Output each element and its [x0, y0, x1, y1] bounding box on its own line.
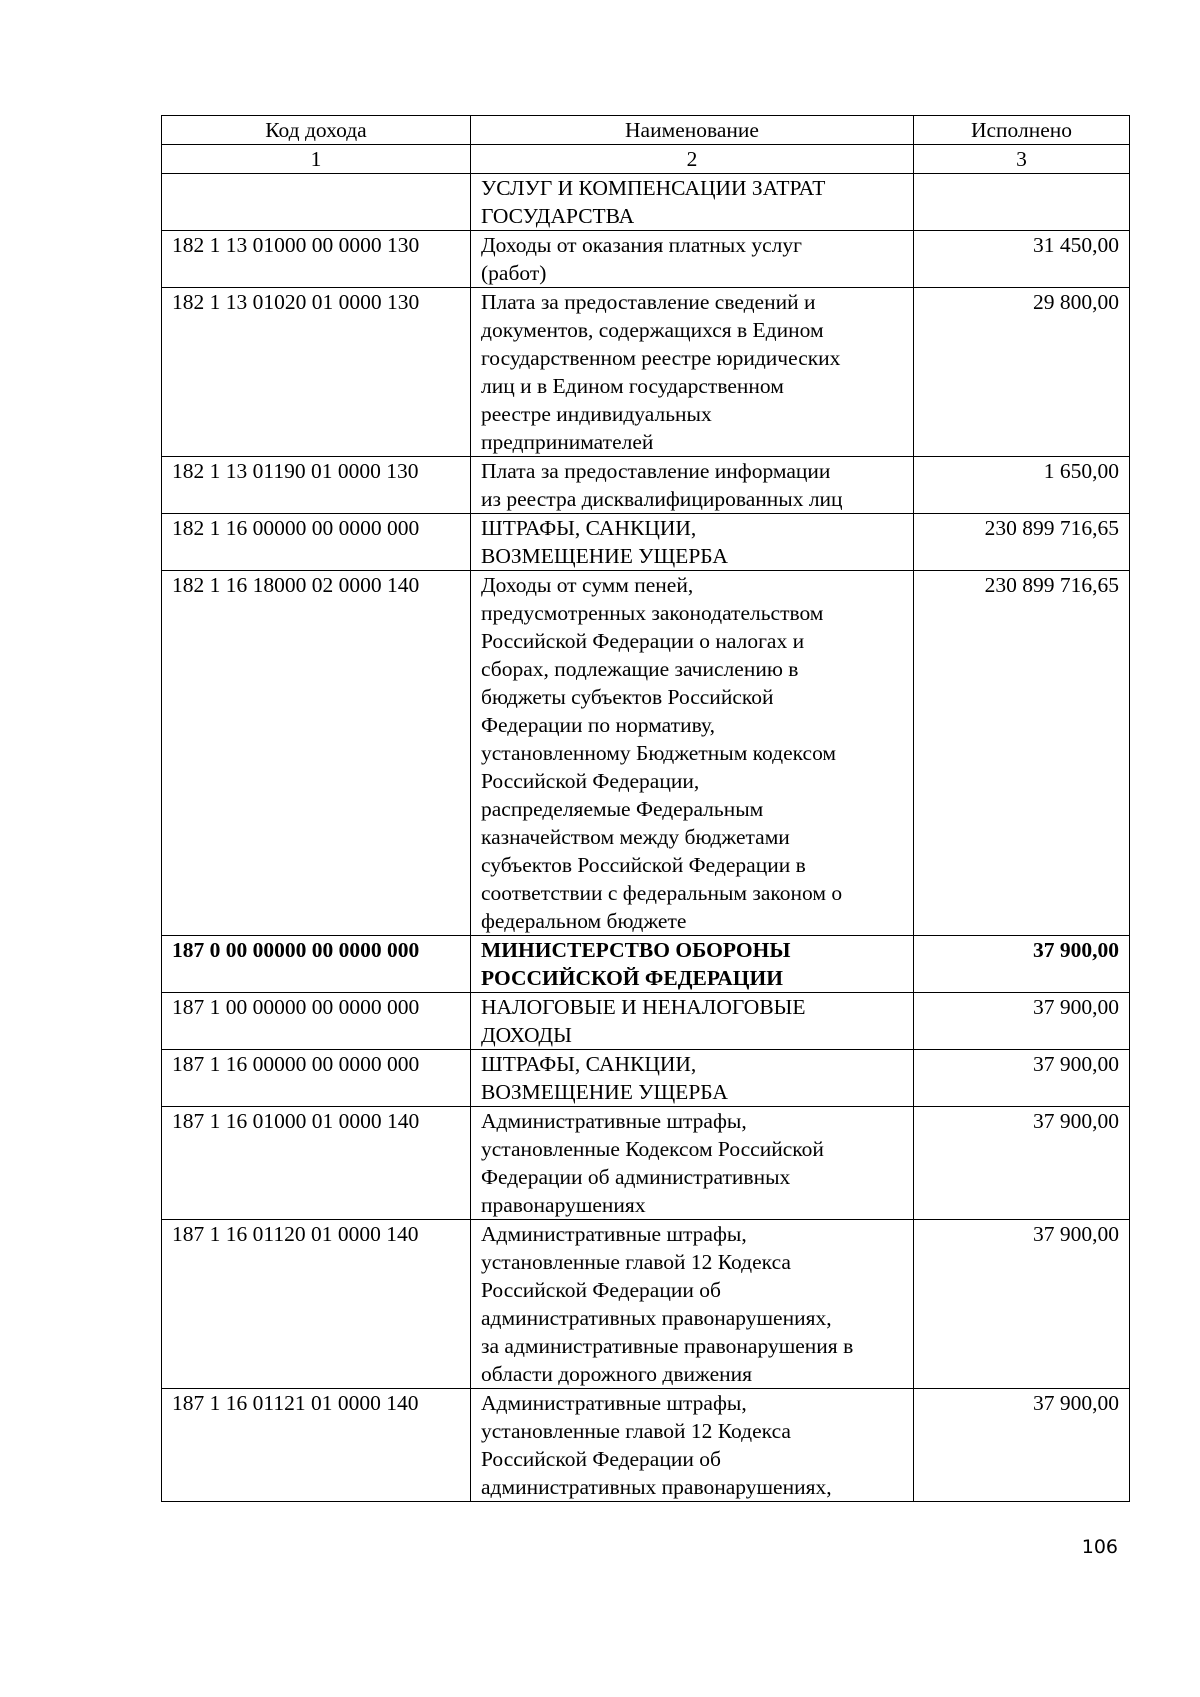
income-name-line: НАЛОГОВЫЕ И НЕНАЛОГОВЫЕ [481, 995, 806, 1019]
income-name-cell [471, 1389, 914, 1502]
table-row [162, 571, 1130, 936]
income-name-cell [471, 571, 914, 936]
income-name-line: ВОЗМЕЩЕНИЕ УЩЕРБА [481, 1080, 728, 1104]
income-name-line: Федерации об административных [481, 1165, 791, 1189]
income-name-line: федеральном бюджете [481, 909, 687, 933]
income-code-cell: 182 1 13 01000 00 0000 130 [162, 231, 471, 288]
table-row [162, 1050, 1130, 1107]
income-code-cell: 182 1 13 01190 01 0000 130 [162, 457, 471, 514]
income-name-line: за административные правонарушения в [481, 1334, 854, 1358]
income-code-cell: 187 1 16 01121 01 0000 140 [162, 1389, 471, 1502]
income-name-line: бюджеты субъектов Российской [481, 685, 774, 709]
executed-amount-cell: 230 899 716,65 [914, 571, 1130, 936]
column-number-3: 3 [914, 145, 1130, 174]
table-row [162, 936, 1130, 993]
income-name-line: Российской Федерации, [481, 769, 700, 793]
income-name-line: установленные Кодексом Российской [481, 1137, 824, 1161]
table-row [162, 231, 1130, 288]
income-code-cell: 187 1 16 01000 01 0000 140 [162, 1107, 471, 1220]
income-name-line: Доходы от сумм пеней, [481, 573, 694, 597]
income-name-line: распределяемые Федеральным [481, 797, 764, 821]
income-code-cell: 182 1 16 18000 02 0000 140 [162, 571, 471, 936]
executed-amount-cell: 37 900,00 [914, 1107, 1130, 1220]
income-name-line: Российской Федерации об [481, 1278, 721, 1302]
income-name-line: Российской Федерации об [481, 1447, 721, 1471]
income-name-line: реестре индивидуальных [481, 402, 712, 426]
table-row [162, 1107, 1130, 1220]
executed-amount-cell: 29 800,00 [914, 288, 1130, 457]
table-row [162, 514, 1130, 571]
income-name-cell [471, 288, 914, 457]
column-number-1: 1 [162, 145, 471, 174]
income-name-line: ШТРАФЫ, САНКЦИИ, [481, 516, 697, 540]
table-row [162, 174, 1130, 231]
income-name-cell [471, 514, 914, 571]
income-name-line: ВОЗМЕЩЕНИЕ УЩЕРБА [481, 544, 728, 568]
income-code-cell: 187 1 00 00000 00 0000 000 [162, 993, 471, 1050]
header-amount: Исполнено [914, 116, 1130, 145]
income-code-cell: 187 0 00 00000 00 0000 000 [162, 936, 471, 993]
income-name-cell [471, 457, 914, 514]
income-name-line: субъектов Российской Федерации в [481, 853, 806, 877]
executed-amount-cell [914, 174, 1130, 231]
column-number-row [162, 145, 1130, 174]
income-name-cell [471, 1107, 914, 1220]
table-row [162, 288, 1130, 457]
income-code-cell [162, 174, 471, 231]
income-name-cell [471, 993, 914, 1050]
income-name-line: сборах, подлежащие зачислению в [481, 657, 799, 681]
income-name-line: лиц и в Едином государственном [481, 374, 784, 398]
income-name-line: Административные штрафы, [481, 1391, 747, 1415]
income-name-line: правонарушениях [481, 1193, 646, 1217]
header-code: Код дохода [162, 116, 471, 145]
income-name-line: Административные штрафы, [481, 1222, 747, 1246]
executed-amount-cell: 37 900,00 [914, 1050, 1130, 1107]
executed-amount-cell: 37 900,00 [914, 1389, 1130, 1502]
income-name-line: МИНИСТЕРСТВО ОБОРОНЫ [481, 938, 791, 962]
income-name-line: казначейством между бюджетами [481, 825, 790, 849]
income-name-line: Административные штрафы, [481, 1109, 747, 1133]
income-name-line: ДОХОДЫ [481, 1023, 572, 1047]
income-name-line: документов, содержащихся в Едином [481, 318, 824, 342]
executed-amount-cell: 37 900,00 [914, 1220, 1130, 1389]
income-table [161, 115, 1130, 1502]
income-code-cell: 182 1 16 00000 00 0000 000 [162, 514, 471, 571]
table-row [162, 1220, 1130, 1389]
income-name-line: РОССИЙСКОЙ ФЕДЕРАЦИИ [481, 966, 783, 990]
income-name-line: Российской Федерации о налогах и [481, 629, 805, 653]
table-row [162, 993, 1130, 1050]
income-name-line: УСЛУГ И КОМПЕНСАЦИИ ЗАТРАТ [481, 176, 826, 200]
income-name-line: Доходы от оказания платных услуг [481, 233, 802, 257]
income-name-cell [471, 1050, 914, 1107]
income-name-line: административных правонарушениях, [481, 1306, 832, 1330]
executed-amount-cell: 230 899 716,65 [914, 514, 1130, 571]
income-name-line: соответствии с федеральным законом о [481, 881, 843, 905]
income-name-line: области дорожного движения [481, 1362, 753, 1386]
income-name-line: предпринимателей [481, 430, 654, 454]
income-name-line: установленному Бюджетным кодексом [481, 741, 837, 765]
income-name-line: Плата за предоставление информации [481, 459, 831, 483]
executed-amount-cell: 1 650,00 [914, 457, 1130, 514]
income-name-line: ГОСУДАРСТВА [481, 204, 635, 228]
income-name-line: (работ) [481, 261, 547, 285]
income-name-cell [471, 936, 914, 993]
income-name-line: установленные главой 12 Кодекса [481, 1419, 791, 1443]
table-row [162, 1389, 1130, 1502]
column-number-2: 2 [471, 145, 914, 174]
income-name-line: из реестра дисквалифицированных лиц [481, 487, 843, 511]
header-row [162, 116, 1130, 145]
income-code-cell: 187 1 16 01120 01 0000 140 [162, 1220, 471, 1389]
income-name-line: ШТРАФЫ, САНКЦИИ, [481, 1052, 697, 1076]
executed-amount-cell: 37 900,00 [914, 936, 1130, 993]
income-name-cell [471, 231, 914, 288]
income-code-cell: 182 1 13 01020 01 0000 130 [162, 288, 471, 457]
executed-amount-cell: 31 450,00 [914, 231, 1130, 288]
income-name-cell [471, 1220, 914, 1389]
table-row [162, 457, 1130, 514]
income-name-cell [471, 174, 914, 231]
table-body [162, 174, 1130, 1502]
header-name: Наименование [471, 116, 914, 145]
income-name-line: предусмотренных законодательством [481, 601, 824, 625]
income-name-line: установленные главой 12 Кодекса [481, 1250, 791, 1274]
executed-amount-cell: 37 900,00 [914, 993, 1130, 1050]
page-number: 106 [1081, 1536, 1118, 1558]
income-code-cell: 187 1 16 00000 00 0000 000 [162, 1050, 471, 1107]
income-name-line: административных правонарушениях, [481, 1475, 832, 1499]
income-name-line: государственном реестре юридических [481, 346, 841, 370]
income-name-line: Плата за предоставление сведений и [481, 290, 816, 314]
income-name-line: Федерации по нормативу, [481, 713, 715, 737]
